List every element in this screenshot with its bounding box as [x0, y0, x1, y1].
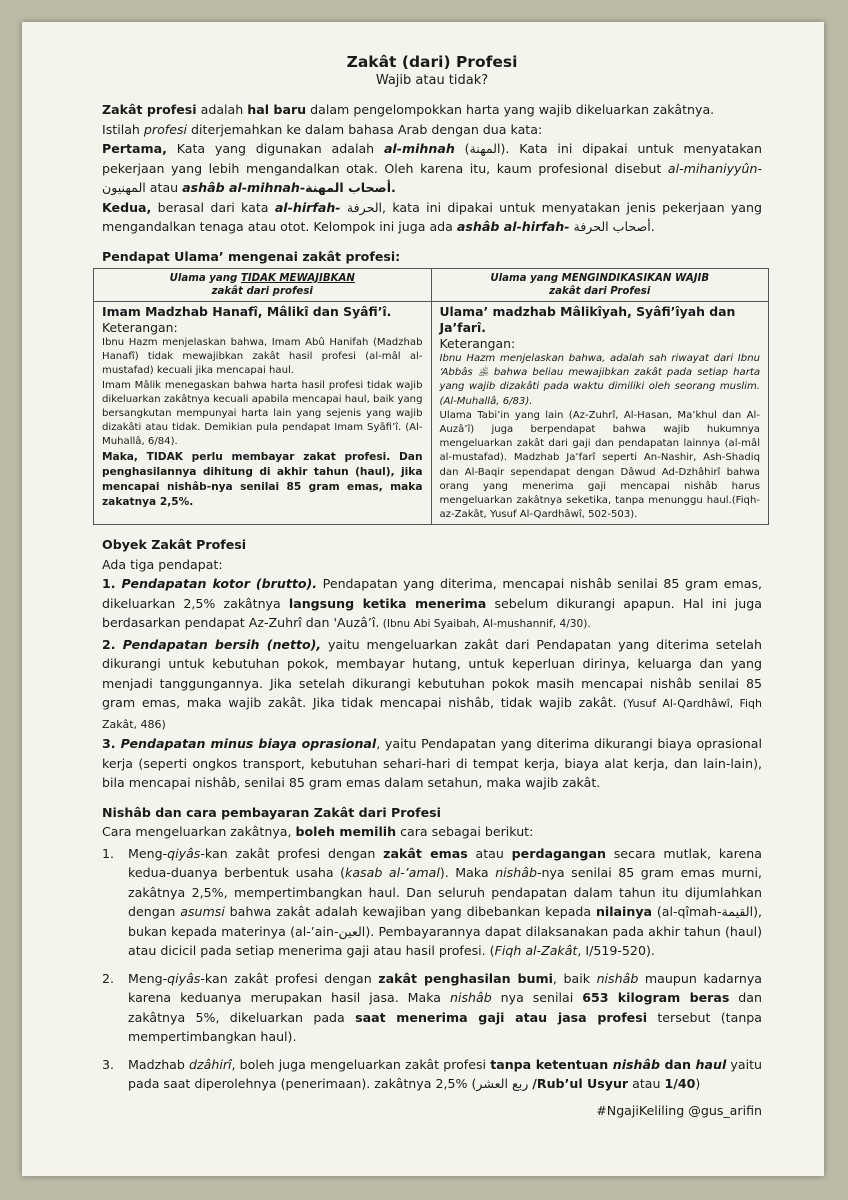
intro-line-2: Istilah profesi diterjemahkan ke dalam bahasa Arab dengan dua kata: — [102, 121, 543, 137]
left-p2: Imam Mâlik menegaskan bahwa harta hasil profesi tidak wajib dikeluarkan zakâtnya kecuali apabila mencapai haul, baik yang bersangkutan mempunyai harta lain yang sejenis yang wajib dizakâti atau tidak. Demikian pula pendapat Imam Syâfi’î. (Al-Muhallâ, 6/84). — [102, 379, 423, 448]
obyek-item-3: 3. Pendapatan minus biaya oprasional, yaitu Pendapatan yang diterima dikurangi biaya oprasional kerja (seperti ongkos transport, kebutuhan sehari-hari di tempat kerja, biaya alat kerja, dan lain-lain), bila mencapai nishâb, senilai 85 gram emas dalam setahun, maka wajib zakât. — [102, 736, 763, 791]
intro-kedua: Kedua, berasal dari kata al-hirfah- الحرفة, kata ini dipakai untuk menyatakan jenis pekerjaan yang mengandalkan tenaga atau otot. Kelompok ini juga ada ashâb al-hirfah- أصحاب الحرفة. — [102, 199, 763, 234]
hashtag-credit: #NgajiKeliling @gus_arifin — [596, 1102, 762, 1118]
right-p2: Ulama Tabi’in yang lain (Az-Zuhrî, Al-Hasan, Ma’khul dan Al-Auzâ’î) juga berpendapat bahwa wajib hukumnya mengeluarkan zakât dari gaji dan pendapatan lainnya (al-mâl al-mustafad). Madzhab Ja’farî seperti An-Nashir, Ash-Shadiq dan Al-Baqir sependapat dengan Dâwud Ad-Dzhâhirî bahwa orang yang menerima gaji mencapai nishâb harus mengeluarkan zakâtnya seketika, tanpa menunggu haul.(Fiqh-az-Zakât, Yusuf Al-Qardhâwî, 502-503). — [439, 409, 760, 521]
obyek-heading: Obyek Zakât Profesi — [102, 537, 247, 553]
left-p3: Maka, TIDAK perlu membayar zakat profesi. Dan penghasilannya dihitung di akhir tahun (haul), jika mencapai nishâb-nya senilai 85 gram emas, maka zakatnya 2,5%. — [102, 450, 423, 508]
header-mengindikasikan-wajib: Ulama yang MENGINDIKASIKAN WAJIB zakât dari Profesi — [431, 269, 769, 302]
obyek-item-2: 2. Pendapatan bersih (netto), yaitu mengeluarkan zakât dari Pendapatan yang diterima setelah dikurangi untuk kebutuhan pokok, membayar hutang, untuk keperluan dirinya, keluarga dan yang menjadi tanggungannya. Jika setelah dikurangi kebutuhan pokok masih mencapai nishâb senilai 85 gram emas, maka wajib zakât. Jika tidak mencapai nishâb, tidak wajib zakât. (Yusuf Al-Qardhâwî, Fiqh Zakât, 486) — [102, 636, 763, 731]
obyek-item-1: 1. Pendapatan kotor (brutto). Pendapatan yang diterima, mencapai nishâb senilai 85 gram emas, dikeluarkan 2,5% zakâtnya langsung ketika menerima sebelum dikurangi apapun. Hal ini juga berdasarkan pendapat Az-Zuhrî dan 'Auzâ’î. (Ibnu Abi Syaibah, Al-mushannif, 4/30). — [102, 576, 763, 631]
ulama-table-header — [94, 269, 769, 302]
ulama-table-row — [94, 302, 769, 525]
header-tidak-mewajibkan: Ulama yang TIDAK MEWAJIBKAN zakât dari profesi — [94, 269, 432, 302]
nishab-list — [102, 844, 762, 1094]
document-page — [22, 22, 824, 1176]
doc-title: Zakât (dari) Profesi — [346, 53, 518, 71]
nishab-item-3: 3. Madzhab dzâhirî, boleh juga mengeluarkan zakât profesi tanpa ketentuan nishâb dan haul yaitu pada saat diperolehnya (penerimaan). zakâtnya 2,5% (ربع العشر /Rub’ul Usyur atau 1/40) — [102, 1056, 762, 1092]
left-keterangan: Keterangan: — [102, 320, 178, 335]
right-p1: Ibnu Hazm menjelaskan bahwa, adalah sah riwayat dari Ibnu ‘Abbâs ﵁ bahwa beliau mewajibkan zakât pada setiap harta yang wajib dizakâti pada waktu dimiliki oleh seorang muslim. (Al-Muhallâ, 6/83). — [439, 353, 760, 407]
cell-mengindikasikan-wajib — [431, 302, 769, 525]
right-madzhab: Ulama’ madzhab Mâlikîyah, Syâfi’îyah dan Ja’farî. — [439, 304, 736, 335]
intro-pertama: Pertama, Kata yang digunakan adalah al-mihnah (المهنة). Kata ini dipakai untuk menyatakan pekerjaan yang lebih mengandalkan otak. Oleh karena itu, kaum profesional disebut al-mihaniyyûn- المهنيون atau ashâb al-mihnah-أصحاب المهنة. — [102, 141, 762, 195]
nishab-intro: Cara mengeluarkan zakâtnya, boleh memilih cara sebagai berikut: — [102, 824, 534, 840]
nishab-item-1: 1. Meng-qiyâs-kan zakât profesi dengan zakât emas atau perdagangan secara mutlak, karena kedua-duanya berbentuk usaha (kasab al-’amal). Maka nishâb-nya senilai 85 gram emas murni, zakâtnya 2,5%, mempertimbangkan haul. Dan seluruh pendapatan dalam tahun itu dijumlahkan dengan asumsi bahwa zakât adalah kewajiban yang dibebankan kepada nilainya (al-qîmah-القيمة), bukan kepada materinya (al-’ain-العين). Pembayarannya dapat dilaksanakan pada akhir tahun (haul) atau dicicil pada setiap menerima gaji atau hasil profesi. (Fiqh al-Zakât, I/519-520). — [102, 845, 763, 959]
nishab-item-2: 2. Meng-qiyâs-kan zakât profesi dengan zakât penghasilan bumi, baik nishâb maupun kadarnya karena keduanya merupakan hasil jasa. Maka nishâb nya senilai 653 kilogram beras dan zakâtnya 5%, dikeluarkan pada saat menerima gaji atau jasa profesi tersebut (tanpa mempertimbangkan haul). — [102, 970, 763, 1045]
intro-line-1: Zakât profesi adalah hal baru dalam pengelompokkan harta yang wajib dikeluarkan zakâtnya. — [102, 102, 715, 117]
pendapat-heading: Pendapat Ulama’ mengenai zakât profesi: — [102, 248, 401, 264]
left-madzhab: Imam Madzhab Hanafî, Mâlikî dan Syâfi’î. — [102, 304, 392, 319]
obyek-intro: Ada tiga pendapat: — [102, 556, 223, 572]
document-content — [102, 52, 762, 1120]
doc-subtitle: Wajib atau tidak? — [375, 73, 489, 88]
right-keterangan: Keterangan: — [439, 336, 516, 351]
ulama-table — [93, 268, 769, 525]
cell-tidak-mewajibkan — [94, 302, 432, 525]
left-p1: Ibnu Hazm menjelaskan bahwa, Imam Abû Hanifah (Madzhab Hanafî) tidak mewajibkan zakât hasil profesi (al-mâl al-mustafad) kecuali jika mencapai haul. — [102, 337, 423, 377]
nishab-heading: Nishâb dan cara pembayaran Zakât dari Profesi — [102, 804, 441, 820]
